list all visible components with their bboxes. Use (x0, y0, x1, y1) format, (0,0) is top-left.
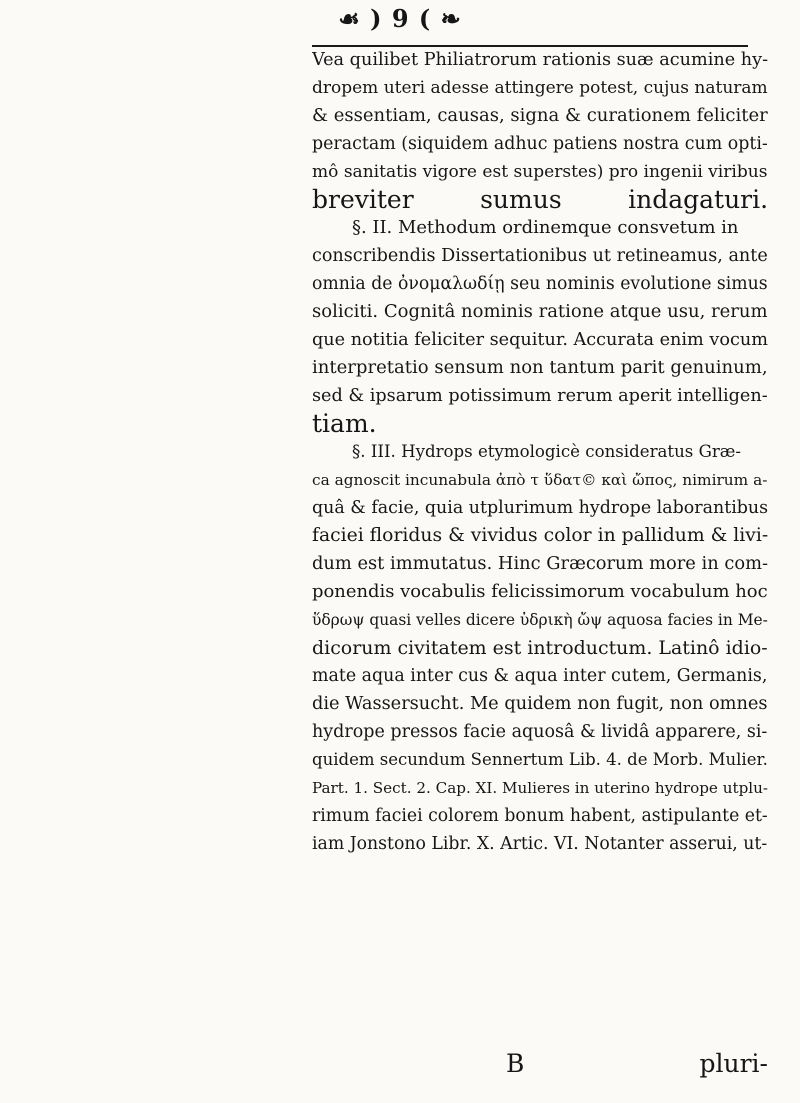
text-line: breviter sumus indagaturi. (312, 186, 768, 214)
text-line: die Wassersucht. Me quidem non fugit, non omnes (312, 694, 768, 714)
page-header: ☙ ) 9 ( ❧ (338, 4, 462, 33)
text-line: mô sanitatis vigore est superstes) pro ingenii viribus (312, 162, 768, 182)
text-line: tiam. (312, 410, 377, 438)
text-line: rimum faciei colorem bonum habent, astipulante et- (312, 806, 768, 826)
catchword: pluri- (699, 1049, 768, 1078)
text-line: dum est immutatus. Hinc Græcorum more in com- (312, 553, 768, 574)
text-line: iam Jonstono Libr. X. Artic. VI. Notanter asserui, ut- (312, 834, 768, 854)
section-heading-line: §. II. Methodum ordinemque consvetum in (352, 217, 739, 238)
text-line: peractam (siquidem adhuc patiens nostra cum opti- (312, 134, 768, 154)
text-line: ὕδρωψ quasi velles dicere ὑδρικὴ ὤψ aquosa facies in Me- (312, 611, 768, 629)
text-line: interpretatio sensum non tantum parit genuinum, (312, 357, 768, 378)
section-heading-line: §. III. Hydrops etymologicè consideratus Græ- (352, 442, 742, 461)
text-line: ponendis vocabulis felicissimorum vocabulum hoc (312, 581, 768, 602)
text-line: Vea quilibet Philiatrorum rationis suæ acumine hy- (312, 50, 768, 70)
text-line: dropem uteri adesse attingere potest, cujus naturam (312, 78, 768, 98)
text-line: ca agnoscit incunabula ἀπὸ τ ὕδατ© καὶ ὤπος, nimirum a- (312, 471, 768, 489)
citation-line: Part. 1. Sect. 2. Cap. XI. Mulieres in uterino hydrope utplu- (312, 779, 768, 797)
text-line: que notitia feliciter sequitur. Accurata enim vocum (312, 330, 768, 350)
text-line: soliciti. Cognitâ nominis ratione atque usu, rerum (312, 301, 768, 322)
text-line: omnia de ὀνομαλωδίῃ seu nominis evolutione simus (312, 274, 768, 294)
text-line: conscribendis Dissertationibus ut retineamus, ante (312, 246, 768, 266)
signature-mark: B (506, 1049, 525, 1078)
text-line: faciei floridus & vividus color in pallidum & livi- (312, 525, 768, 546)
text-line: mate aqua inter cus & aqua inter cutem, Germanis, (312, 666, 768, 686)
body-text (312, 46, 768, 858)
text-line: hydrope pressos facie aquosâ & lividâ apparere, si- (312, 722, 768, 742)
text-line: dicorum civitatem est introductum. Latinô idio- (312, 637, 768, 659)
text-line: sed & ipsarum potissimum rerum aperit intelligen- (312, 386, 768, 406)
citation-line: quidem secundum Sennertum Lib. 4. de Morb. Mulier. (312, 750, 768, 769)
text-line: quâ & facie, quia utplurimum hydrope laborantibus (312, 498, 768, 518)
text-line: & essentiam, causas, signa & curationem feliciter (312, 105, 768, 126)
